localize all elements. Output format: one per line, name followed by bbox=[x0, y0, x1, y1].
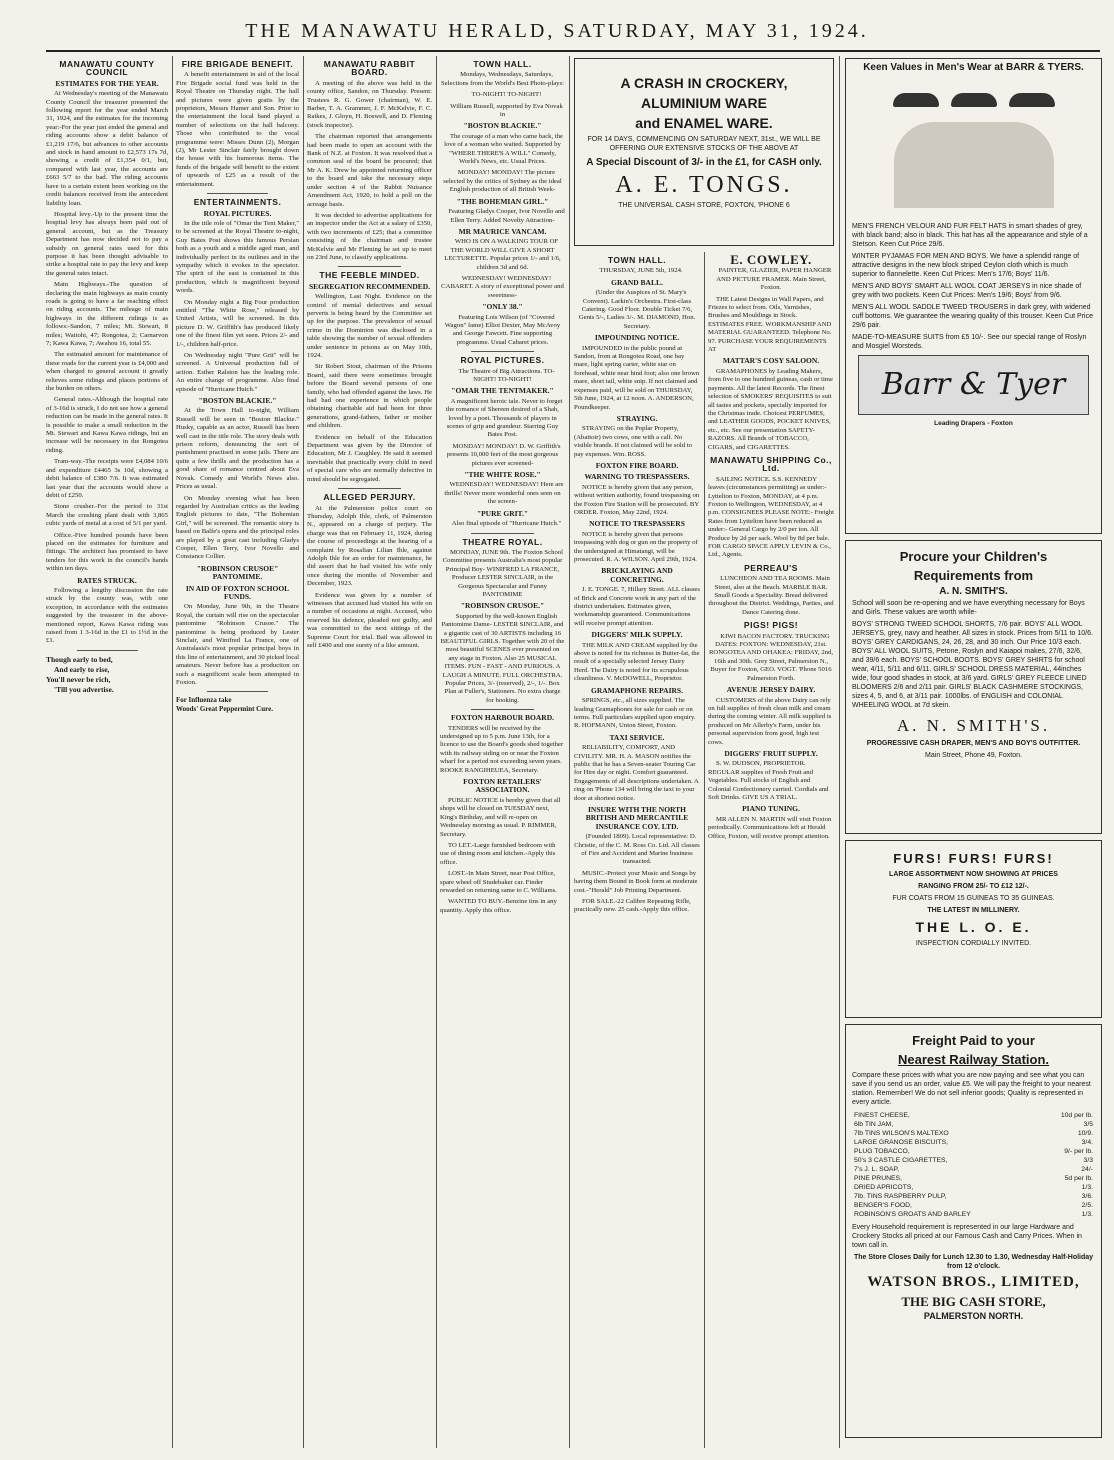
subheadline: MR MAURICE VANCAM. bbox=[458, 226, 547, 236]
ad-text: FOR 14 DAYS, COMMENCING ON SATURDAY NEXT, 31st., WE WILL BE OFFERING OUR EXTENSIVE STOCKS OF THE ABOVE AT bbox=[587, 136, 821, 152]
divider bbox=[471, 533, 534, 534]
paragraph: Evidence on behalf of the Education Department was given by the Director of Education, Mr J. Caughley. He said it seemed inevitable that practically every child in need of special care who are normally defective in mind should be segregated. bbox=[307, 433, 432, 483]
subheadline: AVENUE JERSEY DAIRY. bbox=[726, 685, 816, 695]
headline: ALLEGED PERJURY. bbox=[323, 492, 416, 503]
paragraph: WEDNESDAY! WEDNESDAY! CABARET. A story of exceptional power and sweetness- bbox=[441, 274, 564, 299]
paragraph: IMPOUNDED in the public pound at Sandon, from at Rongotea Road, one bay mare, light spring carter, white star on forehead, white near hind foot; also one brown mare, short tail, white snip. If not claimed and expenses paid, will be sold on THURSDAY, 5th June, 1924, at 12 noon. A. ANDERSON, Poundkeeper. bbox=[574, 344, 700, 411]
divider bbox=[207, 691, 269, 692]
price-value: 5d per lb. bbox=[1064, 1175, 1093, 1182]
subheadline: WARNING TO TRESPASSERS. bbox=[584, 472, 690, 482]
ad-heading: FURS! FURS! FURS! bbox=[893, 851, 1054, 866]
ad-heading: Freight Paid to your bbox=[912, 1033, 1035, 1048]
subheadline: "THE BOHEMIAN GIRL." bbox=[456, 196, 549, 206]
subheadline: "ROBINSON CRUSOE" PANTOMIME. bbox=[196, 563, 279, 582]
ad-text: MADE-TO-MEASURE SUITS from £5 10/-. See our special range of Roslyn and Mosgiel Worsteds. bbox=[852, 334, 1087, 350]
price-value: 1/3. bbox=[1081, 1184, 1093, 1191]
subheadline: FOXTON FIRE BOARD. bbox=[595, 460, 679, 470]
ad-tagline: PROGRESSIVE CASH DRAPER, MEN'S AND BOY'S OUTFITTER. bbox=[866, 740, 1081, 747]
ad-store-name: THE BIG CASH STORE, bbox=[901, 1294, 1046, 1309]
headline: TOWN HALL. bbox=[607, 255, 667, 265]
ad-text: WINTER PYJAMAS FOR MEN AND BOYS. We have a splendid range of attractive designs in the new block striped Ceylon cloth which is much superior to flannelette. Keen Cut Prices: Men's 17/6; Boys' 11/6. bbox=[852, 253, 1080, 278]
paragraph: TENDERS will be received by the undersigned up to 5 p.m. June 13th, for a licence to use the Board's goods shed together with its railway siding on or near the Foxton wharf for a period not exceeding seven years. ROOKE RANGIHEUEA, Secretary. bbox=[440, 724, 564, 774]
column-rule bbox=[172, 56, 173, 1448]
subheadline: FOXTON RETAILERS' ASSOCIATION. bbox=[463, 777, 542, 795]
paragraph: In the title role of "Omar the Tent Maker," to be screened at the Royal Theatre to-night, Guy Bates Post shows this famous Persian both as a youth and a middle aged man, and individually perfect in its outlines and in the sympathy which it evokes in the spectator. The spirit of the east is contained in this production, which is magnificent beyond words. bbox=[176, 219, 299, 295]
verse-line: 'Till you advertise. bbox=[54, 684, 114, 694]
hat-icon bbox=[1009, 93, 1055, 107]
paragraph: S. W. DUDSON, PROPRIETOR. REGULAR supplies of Fresh Fruit and Vegetables. Full stocks of English and Colonial Confectionery carried. Cordials and Soft Drinks. GIVE US A TRIAL. bbox=[708, 760, 829, 801]
subheadline: MATTAR'S COSY SALOON. bbox=[722, 356, 820, 366]
paragraph: Mondays, Wednesdays, Saturdays, Selections from the World's Best Photo-plays: bbox=[441, 71, 564, 87]
subheadline: "BOSTON BLACKIE." bbox=[198, 396, 277, 406]
subheadline: INSURE WITH THE NORTH BRITISH AND MERCANTILE INSURANCE COY. LTD. bbox=[585, 804, 689, 831]
barr-tyer-logo bbox=[858, 355, 1089, 415]
ad-freight-paid bbox=[845, 1024, 1102, 1438]
paragraph: Hospital levy.-Up to the present time the hospital levy has always been paid out of general account, but as the Treasury Department has now decided not to pay a subsidy on general rates used for this purpose it has been thought advisable to strike a hospital rate to pay the levy and keep the general rates intact. bbox=[46, 210, 168, 277]
paragraph: Office.-Five hundred pounds have been placed on the estimates for furniture and fittings. The architect has promised to have tenders for this work in the council's hands within ten days. bbox=[46, 531, 168, 573]
paragraph: CUSTOMERS of the above Dairy can rely on full supplies of fresh clean milk and cream during the coming winter. All milk supplied is produced on Mr Allerby's Farm, under his personal supervision from good, high test cows. bbox=[708, 696, 832, 746]
subheadline: DIGGERS' MILK SUPPLY. bbox=[591, 630, 683, 640]
hat-icon bbox=[951, 93, 997, 107]
price-item: 7lb. TINS RASPBERRY PULP, bbox=[854, 1193, 947, 1200]
ad-text: Every Household requirement is represented in our large Hardware and Crockery Stocks all priced at our Famous Cash and Carry Prices. When in town call in. bbox=[852, 1224, 1082, 1249]
ad-text: RANGING FROM 25/- TO £12 12/-. bbox=[918, 883, 1029, 890]
price-item: 7lb TINS WILSON'S MALTEXO bbox=[854, 1130, 949, 1137]
paragraph: MONDAY! MONDAY! The picture selected by the critics of Sydney as the ideal English production of all British Week- bbox=[443, 169, 562, 194]
paragraph: (Under the Auspices of St. Mary's Convent). Larkin's Orchestra. First-class Catering. Good Floor. Double Ticket 7/6, Gents 5/-, Ladies 3/-. M. DIAMOND, Hon. Secretary. bbox=[578, 289, 696, 330]
paragraph: GRAMAPHONES by Leading Makers, from five to one hundred guineas, cash or time payments. All the latest Records. The finest selection of SMOKERS' REQUISITES to suit all tastes and pockets, specially imported for the Christmas trade. Choicest PERFUMES, and LEATHER GOODS, POCKET KNIVES, etc., etc. See our presentation SAFETY-RAZORS. All Brands of TOBACCO, CIGARS, and CIGARETTES. bbox=[708, 367, 833, 451]
ad-store-name: THE L. O. E. bbox=[915, 919, 1032, 935]
masthead: THE MANAWATU HERALD, SATURDAY, MAY 31, 1924. bbox=[245, 20, 869, 42]
paragraph: General rates.-Although the hospital rate of 3-16d is struck, I do not see how a general reduction can be made in the general rates. It is possible to make a small reduction in the Mt. Stewart and Kawa Kawa ridings, but an increase will be necessary in the Rongotea riding. bbox=[46, 396, 168, 454]
subheadline: FOXTON HARBOUR BOARD. bbox=[451, 713, 554, 723]
price-row bbox=[854, 1174, 1093, 1183]
divider bbox=[207, 193, 269, 194]
ad-text: MEN'S ALL WOOL SADDLE TWEED TROUSERS in dark grey, with widened cuff bottoms. We guarantee the wearing quality of this trouser. Keen Cut Price 29/6 pair. bbox=[852, 304, 1093, 329]
price-row bbox=[854, 1120, 1093, 1129]
subheadline: SEGREGATION RECOMMENDED. bbox=[308, 281, 431, 291]
column-entertainments bbox=[176, 56, 299, 1448]
filler-line: For Influenza take bbox=[176, 696, 232, 705]
price-item: ROBINSON'S GROATS AND BARLEY bbox=[854, 1211, 971, 1218]
price-value: 1/3. bbox=[1081, 1211, 1093, 1218]
paragraph: At the Town Hall to-night, William Russell will be seen in "Boston Blackie." Husky, capable as an actor, Russell has been well cast in the title role. The story deals with prison reform, denouncing the sort of punishment practised in some jails. There are quite a few thrills and the production has a good share of romance centred about Eva Novak. Comedy and World's News also. Prices as usual. bbox=[176, 407, 299, 491]
subheadline: RATES STRUCK. bbox=[77, 575, 137, 585]
subheadline: "ONLY 38." bbox=[482, 302, 523, 312]
price-row bbox=[854, 1129, 1093, 1138]
ad-heading: and ENAMEL WARE. bbox=[635, 115, 773, 131]
verse-line: Though early to bed, bbox=[46, 654, 113, 664]
classified: MUSIC.-Protect your Music and Songs by having them Bound in Book form at moderate cost.-"Herald" Job Printing Department. bbox=[574, 869, 698, 894]
price-value: 3/6. bbox=[1081, 1193, 1093, 1200]
ad-text: FUR COATS FROM 15 GUINEAS TO 35 GUINEAS. bbox=[892, 895, 1055, 902]
paragraph: It was decided to advertise applications for an inspector under the Act at a salary of £350, with two increments of £25; that a committee consisting of the chairman and trustee McKelvie and Mr Fleming be set up to meet on 23rd June, to classify applications. bbox=[307, 211, 432, 261]
paragraph: On Monday evening what has been regarded by Australian critics as the leading English pictures to date, "The Bohemian Girl," will be screened. The romantic story is based on Balfe's opera and the principal roles are played by a great cast including Gladys Cooper, Ellen Terry, Ivor Novello and Constance Collier. bbox=[176, 494, 299, 561]
price-item: PINE PRUNES, bbox=[854, 1175, 902, 1182]
paragraph: LUNCHEON AND TEA ROOMS. Main Street, also at the Beach. MARBLE BAR. Small Goods a Speciality. Bread delivered throughout the District. Weddings, Parties, and Dance Catering done. bbox=[708, 575, 834, 616]
price-list bbox=[846, 1111, 1101, 1219]
paragraph: Following a lengthy discussion the rate struck by the county was, with one exception, in accordance with the estimates suggested by the treasurer in the above-mentioned report, Kawa Kawa riding was raised from 1 3-16d in the £1 to 1½d in the £1. bbox=[46, 586, 168, 645]
paragraph: MR ALLEN N. MARTIN will visit Foxton periodically. Communications left at Herald Office, Foxton, will receive prompt attention. bbox=[708, 815, 832, 840]
paragraph: A meeting of the above was held in the county office, Sandon, on Thursday. Present: Trustees R. G. Gower (chairman), W. E. Barber, T. A. Grammer, J. F. McKelvie, F. C. Raikes, J. Gloyn, H. Boswell, and D. Fleming (stock inspector). bbox=[307, 79, 432, 129]
price-value: 10d per lb. bbox=[1060, 1112, 1093, 1119]
headline: PIGS! PIGS! bbox=[743, 620, 799, 631]
paragraph: A benefit entertainment in aid of the local Fire Brigade social fund was held in the Royal Theatre on Thursday night. The hall and pictures were given gratis by the proprietors, Messrs Hamer and Son. Prior to the entertainment the local band played a number of selections on the hall balcony. Those who contributed to the vocal programme were: Misses Dunn (2), Morgan (2), Mr Lester Sinclair fairly brought down the house with his humorous items. The funds of the brigade will benefit to the extent of upwards of £25 as a result of the entertainment. bbox=[176, 71, 299, 188]
headline: MANAWATU SHIPPING Co., Ltd. bbox=[710, 454, 832, 474]
paragraph: MONDAY! MONDAY! D. W. Griffith's presents 10,000 feet of the most gorgeous pictures ever screened- bbox=[446, 442, 561, 467]
subheadline: IMPOUNDING NOTICE. bbox=[594, 333, 680, 343]
ad-text: School will soon be re-opening and we have everything necessary for Boys and Girls. These values are worth while- bbox=[852, 600, 1085, 616]
subheadline: "THE WHITE ROSE." bbox=[464, 470, 541, 480]
subheadline: "PURE GRIT." bbox=[476, 508, 529, 518]
headline: THEATRE ROYAL. bbox=[462, 536, 543, 547]
price-row bbox=[854, 1147, 1093, 1156]
column-county-council bbox=[46, 56, 168, 1448]
paragraph: At Wednesday's meeting of the Manawatu County Council the treasurer presented the following report for the year ended March 31, 1924, and the estimates for the incoming year:-For the year just ended the general and riding accounts show a debit balance of £1,219 17/6, but advances to other accounts and stock in hand amount to £2,573 17s 7d, showing a credit of £1,354 0/1, but, compared with last year, the accounts are £663 5/7 to the bad. The riding accounts have to a certain extent been working on the credit balances received from the antecedent liability loan. bbox=[46, 90, 168, 207]
ad-text: INSPECTION CORDIALLY INVITED. bbox=[915, 940, 1032, 947]
paragraph: SAILING NOTICE. S.S. KENNEDY leaves (circumstances permitting) as under:- Lyttelton to Foxton, MONDAY, at 4 p.m. Foxton to Wellington, WEDNESDAY, at 4 p.m. CONSIGNEES PLEASE NOTE:- Freight Rates from Lyttelton have been reduced as under:- General Cargo by 2/0 per ton. All Produce by 2d per sack. Wool by 8d per bale. FOR CARGO SPACE APPLY LEVIN & Co., Ltd., Agents. bbox=[708, 475, 834, 559]
paragraph: KIWI BACON FACTORY. TRUCKING DATES: FOXTON: WEDNESDAY, 21st. RONGOTEA AND OHAKEA: FRIDAY, 2nd, 16th and 30th. Grey Street, Palmerston N., Buyer for Foxton, GEO. VOGT. 'Phone 5016 Palmerston Forth. bbox=[708, 632, 834, 682]
classified: TO LET.-Large furnished bedroom with use of dining room and kitchen.-Apply this office. bbox=[440, 841, 556, 866]
column-rule bbox=[436, 56, 437, 1448]
paragraph: On Wednesday night "Pure Grit" will be screened. A Universal production full of action. Esther Ralston has the leading role. An entire change of programme. Also final episode of "Hurricane Hutch." bbox=[176, 352, 299, 393]
price-row bbox=[854, 1138, 1093, 1147]
price-value: 24/- bbox=[1081, 1166, 1093, 1173]
paragraph: The courage of a man who came back, the love of a woman who waited. Supported by "WHERE THERE'S A WILL" Comedy, World's News, etc. Usual Prices. bbox=[444, 132, 564, 166]
headline: PERREAU'S bbox=[744, 562, 798, 573]
paragraph: The Theatre of Big Attractions. TO-NIGHT! TO-NIGHT! bbox=[458, 367, 555, 383]
ad-text: MEN'S FRENCH VELOUR AND FUR FELT HATS in smart shades of grey, with black band; also in black. This hat has all the appearance and style of a Stetson. Keen Cut Price 29/6. bbox=[852, 223, 1088, 248]
subheadline: GRAMAPHONE REPAIRS. bbox=[591, 685, 683, 695]
column-rule bbox=[303, 56, 304, 1448]
ad-address: THE UNIVERSAL CASH STORE, FOXTON, 'PHONE 6 bbox=[618, 202, 790, 209]
price-row bbox=[854, 1165, 1093, 1174]
ad-text: MEN'S AND BOYS' SMART ALL WOOL COAT JERSEYS in nice shade of grey with two pockets. Keen Cut Prices: Men's 19/6; Boys' from 9/6. bbox=[852, 283, 1082, 299]
headline: MANAWATU COUNTY COUNCIL bbox=[59, 59, 155, 78]
price-row bbox=[854, 1183, 1093, 1192]
price-item: 50's 3 CASTLE CIGARETTES, bbox=[854, 1157, 948, 1164]
headline: TOWN HALL. bbox=[473, 59, 532, 69]
paragraph: At the Palmerston police court on Thursday, Adolph Ihle, clerk, of Palmerston N., appeared on a charge of perjury. The charge was that on February 11, 1924, during the course of proceedings at the hearing of a complaint by Rosalian Lilian Ihle, against Adolph Ihle for an order for maintenance, he did assert that he had visited his wife only once during the months of November and December, 1923. bbox=[307, 504, 432, 588]
price-item: DRIED APRICOTS, bbox=[854, 1184, 914, 1191]
ad-heading: Nearest Railway Station. bbox=[898, 1052, 1049, 1067]
paragraph: On Monday, June 9th, in the Theatre Royal, the curtain will rise on the spectacular pantomime "Robinson Crusoe." The pantomime is being produced by Lester Sinclair, and Winifred La France, one of Australasia's most popular principal boys in this line of entertainment, and 30 picked local amateurs. Never before has a production on such a magnificent scale been attempted in Foxton. bbox=[176, 603, 299, 687]
ad-text: The Store Closes Daily for Lunch 12.30 to 1.30, Wednesday Half-Holiday from 12 o'clock. bbox=[853, 1254, 1094, 1270]
price-value: 2/5. bbox=[1081, 1202, 1093, 1209]
paragraph: Sir Robert Stout, chairman of the Prisons Board, said there were sometimes brought before the Board several persons of one family, who had offended against the laws. He had had one experience in which people obtaining charitable aid had been for three generations, grand-fathers, father or mother and children. bbox=[307, 363, 432, 430]
subheadline: "OMAR THE TENTMAKER." bbox=[451, 386, 554, 396]
paragraph: A magnificent heroic tale. Never to forget the romance of Shereen desired of a Shah, loved by a poet. Thousands of players in scenes of grip and grandeur. Starring Guy Bates Post. bbox=[446, 397, 563, 439]
paragraph: WHO IS ON A WALKING TOUR OF THE WORLD WILL GIVE A SHORT LECTURETTE. Popular prices 1/- and 1/6, children 3d and 6d. bbox=[444, 238, 561, 271]
headline: THE FEEBLE MINDED. bbox=[319, 270, 420, 281]
price-row bbox=[854, 1192, 1093, 1201]
column-town-hall bbox=[440, 56, 565, 1448]
ad-heading: Requirements from bbox=[913, 568, 1034, 583]
divider bbox=[77, 650, 138, 651]
paragraph: Featuring Lois Wilson (of "Covered Wagon" fame) Elliot Dexter, May McAvoy and George Fawcett. Fine supporting programme. Usual Cabaret prices. bbox=[444, 313, 561, 346]
subheadline: PIANO TUNING. bbox=[742, 804, 800, 814]
subheadline: GRAND BALL. bbox=[611, 277, 663, 287]
paragraph: NOTICE is hereby given that any person, without written authority, found trespassing on the Foxton Fire Station will be prosecuted. BY ORDER. Foxton, May 22nd, 1924. bbox=[574, 483, 700, 516]
paragraph: MONDAY, JUNE 9th. The Foxton School Committee presents Australia's most popular Principal Boy- WINIFRED LA FRANCE, Producer LESTER SINCLAIR, in the Gorgeous Spectacular and Funny PANTOMIME bbox=[442, 548, 563, 598]
paragraph: The estimated amount for maintenance of these roads for the current year is £4,000 and when charged to general account it greatly relieves some ridings and places portions of the burden on others. bbox=[46, 351, 168, 393]
divider bbox=[471, 351, 534, 352]
column-rule bbox=[839, 56, 840, 1448]
paragraph: RELIABILITY, COMFORT, AND CIVILITY. MR. H. A. MASON notifies the public that he has a Seven-seater Touring Car for Hire day or night. Comfort guaranteed. Engagements of all descriptions undertaken. A ring on 'Phone 134 will bring the taxi to your door at shortest notice. bbox=[574, 744, 699, 802]
ad-furs bbox=[845, 840, 1102, 1018]
paragraph: Also final episode of "Hurricane Hutch." bbox=[451, 520, 562, 528]
headline: ROYAL PICTURES. bbox=[460, 355, 545, 366]
ad-heading: Procure your Children's bbox=[899, 549, 1048, 564]
price-value: 9/- per lb. bbox=[1064, 1148, 1093, 1155]
price-value: 3/4. bbox=[1081, 1139, 1093, 1146]
paragraph: (Founded 1809). Local representative: D. Christie, of the C. M. Ross Co. Ltd. All classes of Fire and Accident and Marine business transacted. bbox=[574, 833, 700, 866]
paragraph: Main Highways.-The question of declaring the main highways as main county roads is going to have a far reaching effect on riding accounts. The mileage of main highways in the different ridings is as follows:-Sandon, 7 miles; Mt. Stewart, 8 miles; Waitohi, 47; Rongotea, 2; Carnarvon 7; Kawa Kawa, 7; Awahou 16, total 55. bbox=[46, 281, 168, 347]
headline: FIRE BRIGADE BENEFIT. bbox=[181, 59, 294, 69]
paragraph: Evidence was given by a number of witnesses that accused had visited his wife on a number of occasions at night. Accused, who reserved his defence, pleaded not guilty, and was committed to the next sittings of the Supreme Court for trial. Bail was allowed in self £400 and one surety of a like amount. bbox=[307, 591, 432, 649]
ad-crash-crockery bbox=[574, 58, 834, 246]
ad-address: Main Street, Phone 49, Foxton. bbox=[925, 752, 1022, 759]
paragraph: Featuring Gladys Cooper, Ivor Novello and Ellen Terry. Added Novelty Attraction- bbox=[448, 208, 565, 224]
verse-line: And early to rise, bbox=[54, 664, 110, 674]
subheadline: DIGGERS' FRUIT SUPPLY. bbox=[724, 748, 818, 758]
paragraph: STRAYING on the Poplar Property, (Abattoir) two cows, one with a calf. No visible brands. If not claimed will be sold to pay expenses. Wm. ROSS. bbox=[574, 425, 692, 458]
price-item: FINEST CHEESE, bbox=[854, 1112, 910, 1119]
price-item: 7's J. L. SOAP, bbox=[854, 1166, 899, 1173]
subheadline: IN AID OF FOXTON SCHOOL FUNDS. bbox=[185, 583, 290, 601]
divider bbox=[471, 709, 534, 710]
subheadline: NOTICE TO TRESPASSERS bbox=[589, 519, 685, 529]
paragraph: THURSDAY, JUNE 5th, 1924. bbox=[599, 267, 683, 275]
subheadline: "BOSTON BLACKIE." bbox=[463, 121, 542, 131]
column-trade bbox=[708, 252, 834, 1448]
price-item: 6lb TIN JAM, bbox=[854, 1121, 894, 1128]
hat-icon bbox=[893, 93, 939, 107]
column-rule bbox=[569, 56, 570, 1448]
ad-text: THE LATEST IN MILLINERY. bbox=[927, 907, 1020, 914]
ad-store-name: A. N. SMITH'S. bbox=[939, 586, 1008, 597]
headline: MANAWATU RABBIT BOARD. bbox=[323, 59, 416, 78]
ad-heading: A CRASH IN CROCKERY, bbox=[620, 75, 788, 91]
paragraph: NOTICE is hereby given that persons trespassing with dog or gun on the property of the undersigned at Himatangi, will be prosecuted. R. A. WILSON. April 29th, 1924. bbox=[574, 530, 698, 563]
paragraph: Stone crusher.-For the period to 31st March the crushing plant dealt with 3,865 cubic yards of metal at a cost of 5/1 per yard. bbox=[46, 503, 168, 528]
paragraph: The chairman reported that arrangements had been made to open an account with the Bank of N.Z. at Foxton. It was resolved that a common seal of the board be procured; that Mr A. K. Drew be appointed returning officer to the board and take the necessary steps under section 4 of the Rabbit Nuisance Amendment Act, 1920, to hold a poll on the acreage basis. bbox=[307, 133, 432, 208]
ad-smith bbox=[845, 540, 1102, 834]
divider bbox=[338, 488, 401, 489]
price-value: 3/5 bbox=[1083, 1121, 1093, 1128]
subheadline: "ROBINSON CRUSOE." bbox=[460, 601, 545, 611]
ad-offer: A Special Discount of 3/- in the £1, for CASH only. bbox=[586, 157, 822, 168]
price-value: 10/9. bbox=[1077, 1130, 1093, 1137]
paragraph: On Monday night a Big Four production entitled "The White Rose," released by United Artists, will be screened. In this picture D. W. Griffith's has produced likely one of the finest film yet seen. Prices 2/- and 1/-, children half-price. bbox=[176, 298, 299, 348]
headline: E. COWLEY. bbox=[730, 252, 812, 267]
men-portrait bbox=[894, 122, 1054, 208]
paragraph: PAINTER, GLAZIER, PAPER HANGER AND PICTURE FRAMER. Main Street, Foxton. bbox=[716, 267, 832, 292]
subheadline: STRAYING. bbox=[616, 413, 658, 423]
divider bbox=[338, 266, 401, 267]
ad-barr-tyers bbox=[845, 58, 1102, 534]
verse-line: You'll never be rich, bbox=[46, 674, 111, 684]
price-item: PLUG TOBACCO, bbox=[854, 1148, 910, 1155]
paragraph: Tram-way.-The receipts were £4,084 10/6 and expenditure £4465 3s 10d, showing a debit balance of £380 7/6. It was estimated last year that the accounts would show a debit of £250. bbox=[46, 458, 168, 499]
column-notices bbox=[574, 252, 700, 1448]
price-row bbox=[854, 1156, 1093, 1165]
column-rabbit-board bbox=[307, 56, 432, 1448]
paragraph: WEDNESDAY! WEDNESDAY! Here are thrills! Never more wonderful ones seen on the screen- bbox=[444, 481, 564, 506]
classified: LOST.-In Main Street, near Post Office, spare wheel off Studebaker car. Finder rewarded on returning same to C. Williams. bbox=[440, 870, 557, 894]
paragraph: TO-NIGHT! TO-NIGHT! bbox=[471, 91, 542, 99]
paragraph: J. E. TONGE. 7, Hillary Street. ALL classes of Brick and Concrete work in any part of the district undertaken. Estimates given, workmanship guaranteed. Communications will receive prompt attention. bbox=[574, 586, 700, 627]
price-value: 3/3 bbox=[1083, 1157, 1093, 1164]
ad-text: BOYS' STRONG TWEED SCHOOL SHORTS, 7/6 pair. BOYS' ALL WOOL JERSEYS, grey, navy and heather. All sizes in stock. Prices from 5/11 to 10/6. BOYS' GREY CARDIGANS, 24, 26, 28, and 30 inch. Our Price 10/3 each. BOYS' ALL WOOL SUITS, Petone, Roslyn and Kaiapoi makes, 27/6, 32/6, and 39/6 each. BOYS' SCHOOL BOOTS. BOYS' GREY SHIRTS for school wear, 4/11, 5/11 and 6/11. GIRLS' SCHOOL DRESS MATERIAL, 44inches wide, four good shades in stock, at 3/6 yard. GIRLS' GREY FLEECE LINED BLOOMERS 2/6 and 2/11 pair. GIRLS' BLACK CASHMERE STOCKINGS, sizes 4, 5, and 6, at 3/11 pair. 1000lbs. of ENGLISH and COLONIAL WHEELING WOOL at 7d skein. bbox=[852, 621, 1093, 709]
subheadline: ESTIMATES FOR THE YEAR. bbox=[55, 78, 159, 88]
classified: WANTED TO BUY.-Benzine tins in any quantity. Apply this office. bbox=[440, 898, 557, 914]
ad-text: LARGE ASSORTMENT NOW SHOWING AT PRICES bbox=[889, 871, 1058, 878]
column-rule bbox=[704, 252, 705, 1448]
price-row bbox=[854, 1210, 1093, 1219]
paragraph: THE Latest Designs in Wall Papers, and Friezes to select from. Oils, Varnishes, Brushes and Mouldings in Stock. ESTIMATES FREE. WORKMANSHIP AND MATERIAL GUARANTEED. Telephone No. 97. PURCHASE YOUR REQUIREMENTS AT bbox=[708, 295, 832, 354]
hat-illustration bbox=[846, 77, 1101, 219]
ad-heading: ALUMINIUM WARE bbox=[641, 95, 767, 111]
filler-verse bbox=[46, 655, 168, 695]
ad-address: PALMERSTON NORTH. bbox=[923, 1311, 1024, 1321]
ad-store-name: A. N. SMITH'S. bbox=[896, 716, 1051, 735]
subheadline: TAXI SERVICE. bbox=[609, 732, 665, 742]
paragraph: PUBLIC NOTICE is hereby given that all shops will be closed on TUESDAY next, King's Birthday, and will re-open on Wednesday morning as usual. P. RIMMER, Secretary. bbox=[440, 796, 561, 838]
filler-ad bbox=[176, 696, 299, 713]
ad-store-name: A. E. TONGS. bbox=[615, 172, 793, 198]
logo-text: Barr & Tyer bbox=[881, 367, 1066, 402]
ad-store-name: WATSON BROS., LIMITED, bbox=[867, 1274, 1080, 1290]
paragraph: William Russell, supported by Eva Novak in bbox=[450, 102, 563, 119]
logo-subtitle: Leading Drapers - Foxton bbox=[934, 420, 1013, 427]
headline: ENTERTAINMENTS. bbox=[193, 197, 282, 208]
price-item: BENGER'S FOOD, bbox=[854, 1202, 912, 1209]
filler-line: Woods' Great Peppermint Cure. bbox=[176, 704, 273, 713]
paragraph: Wellington, Last Night. Evidence on the control of mental defectives and sexual perverts is being heard by the Committee set up for the purpose. The prevalence of sexual crime in the Dominion was disclosed in a table showing the number of sexual offenders under sentence in prisons as on May 10th, 1924. bbox=[307, 293, 432, 359]
ad-heading: Keen Values in Men's Wear at BARR & TYERS. bbox=[863, 62, 1084, 73]
paragraph: SPRINGS, etc., all sizes supplied. The leading Gramaphones for sale for cash or on terms. Full particulars supplied upon enquiry. R. HOFMANN, Union Street, Foxton. bbox=[574, 697, 696, 730]
price-row bbox=[854, 1201, 1093, 1210]
ad-text: Compare these prices with what you are now paying and see what you can save if you send us an order, value £5. We will pay the freight to your nearest station. Remember! We do not sell inferior goods; Quality is represented in every article. bbox=[852, 1072, 1091, 1106]
classified: FOR SALE.-22 Calibre Repeating Rifle, practically new. 25 cash.-Apply this office. bbox=[574, 898, 691, 914]
paragraph: Supported by the well-known English Pantomime Dame- LESTER SINCLAIR, and a gigantic cast of 30 ARTISTS including 16 BEAUTIFUL GIRLS. Together with 20 of the most beautiful SCENES ever presented on any stage in Foxton. Also 25 MUSICAL ITEMS. FUN - FAST - AND FURIOUS. A LAUGH A MINUTE. FULL ORCHESTRA. Popular Prices, 3/- (reserved), 2/-, 1/-. Box Plan at Fuller's, Stationers. No extra charge for booking. bbox=[440, 612, 565, 704]
price-row bbox=[854, 1111, 1093, 1120]
subheadline: BRICKLAYING AND CONCRETING. bbox=[601, 566, 673, 584]
subheadline: ROYAL PICTURES. bbox=[203, 208, 272, 218]
price-item: LARGE GRANOSE BISCUITS, bbox=[854, 1139, 949, 1146]
paragraph: THE MILK AND CREAM supplied by the above is noted for its richness in Butter-fat, the result of a specially selected Jersey Dairy Herd. The Dairy is noted for its scrupulous cleanliness. V. McDOWELL, Proprietor. bbox=[574, 641, 700, 683]
masthead-rule bbox=[46, 50, 1100, 52]
